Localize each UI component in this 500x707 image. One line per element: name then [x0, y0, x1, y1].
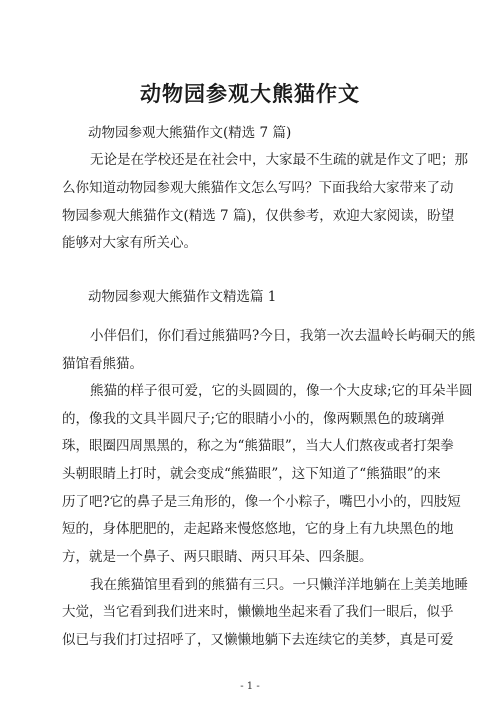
paragraph-line: 历了吧?它的鼻子是三角形的，像一个小粽子，嘴巴小小的，四肢短: [62, 494, 461, 510]
paragraph-line: 方，就是一个鼻子、两只眼睛、两只耳朵、四条腿。: [62, 549, 373, 565]
paragraph-line: 猫馆看熊猫。: [62, 356, 143, 372]
paragraph-line: 无论是在学校还是在社会中，大家最不生疏的就是作文了吧；那: [90, 152, 468, 168]
paragraph-line: 我在熊猫馆里看到的熊猫有三只。一只懒洋洋地躺在上美美地睡: [90, 577, 468, 593]
paragraph-line: 似已与我们打过招呼了，又懒懒地躺下去连续它的美梦，真是可爱: [62, 632, 454, 648]
document-subtitle: 动物园参观大熊猫作文(精选 7 篇): [88, 125, 292, 141]
paragraph-line: 短的，身体肥肥的，走起路来慢悠悠地，它的身上有九块黑色的地: [62, 521, 454, 537]
section-heading: 动物园参观大熊猫作文精选篇 1: [88, 289, 277, 305]
paragraph-line: 熊猫的样子很可爱，它的头圆圆的，像一个大皮球;它的耳朵半圆: [90, 383, 473, 399]
page-number: - 1 -: [240, 681, 260, 692]
paragraph-line: 能够对大家有所关心。: [62, 235, 197, 251]
paragraph-line: 物园参观大熊猫作文(精选 7 篇)，仅供参考，欢迎大家阅读，盼望: [62, 208, 455, 224]
page-title: 动物园参观大熊猫作文: [140, 81, 360, 106]
paragraph-line: 大觉，当它看到我们进来时，懒懒地坐起来看了我们一眼后，似乎: [62, 604, 454, 620]
paragraph-line: 头朝眼睛上打时，就会变成“熊猫眼”，这下知道了“熊猫眼”的来: [62, 466, 441, 482]
paragraph-line: 的，像我的文具半圆尺子;它的眼睛小小的，像两颗黑色的玻璃弹: [62, 411, 445, 427]
paragraph-line: 么你知道动物园参观大熊猫作文怎么写吗？下面我给大家带来了动: [62, 180, 454, 196]
paragraph-line: 小伴侣们，你们看过熊猫吗?今日，我第一次去温岭长屿硐天的熊: [90, 328, 476, 344]
paragraph-line: 珠，眼圈四周黑黑的，称之为“熊猫眼”，当大人们熬夜或者打架拳: [62, 438, 454, 454]
